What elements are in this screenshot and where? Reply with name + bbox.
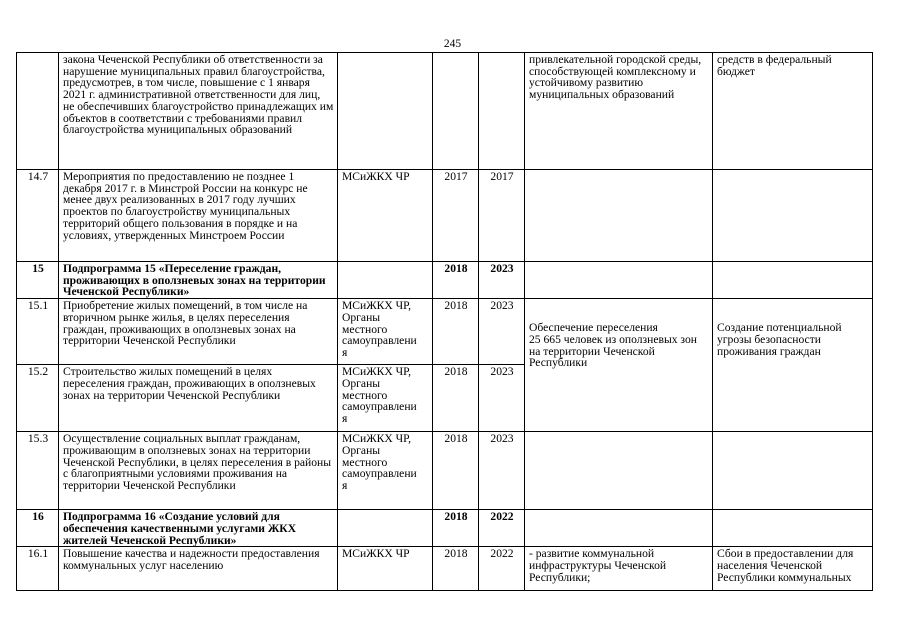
activity-text: закона Чеченской Республики об ответственности за нарушение муниципальных правил благоустройства, предусмотрев, в том числе, повышение с 1 января 2021 г. административной ответственности для лиц, не обеспечивших благоустройство принадлежащих им объектов в соответствии с требованиями правил благоустройства муниципальных образований — [59, 53, 338, 170]
risk-text — [713, 432, 873, 510]
end-year: 2017 — [479, 170, 525, 262]
expected-result: привлекательной городской среды, способствующей комплексному и устойчивому развитию муниципальных образований — [525, 53, 713, 170]
risk-text: средств в федеральный бюджет — [713, 53, 873, 170]
row-number: 15.2 — [17, 365, 59, 432]
end-year: 2023 — [479, 299, 525, 365]
activity-text: Строительство жилых помещений в целях переселения граждан, проживающих в оползневых зонах на территории Чеченской Республики — [59, 365, 338, 432]
end-year: 2023 — [479, 432, 525, 510]
start-year: 2018 — [433, 299, 479, 365]
subprogram-row — [17, 510, 873, 547]
group-risk: Создание потенциальной угрозы безопасности проживания граждан — [717, 321, 842, 358]
executor: МСиЖКХ ЧР, Органы местного самоуправлени я — [338, 365, 433, 432]
risk-text — [713, 299, 873, 432]
table-row — [17, 53, 873, 170]
expected-result: - развитие коммунальной инфраструктуры Чеченской Республики; — [525, 547, 713, 591]
expected-result — [525, 262, 713, 299]
expected-result — [525, 510, 713, 547]
start-year: 2018 — [433, 365, 479, 432]
row-number — [17, 53, 59, 170]
start-year: 2018 — [433, 510, 479, 547]
end-year: 2023 — [479, 262, 525, 299]
risk-text — [713, 510, 873, 547]
end-year: 2023 — [479, 365, 525, 432]
page-number: 245 — [443, 38, 462, 50]
start-year — [433, 53, 479, 170]
expected-result — [525, 432, 713, 510]
activity-text: Осуществление социальных выплат гражданам, проживающим в оползневых зонах на территории Чеченской Республики, в целях переселения в районы с благоприятными условиями проживания на территории Чеченской Республики — [59, 432, 338, 510]
start-year: 2018 — [433, 432, 479, 510]
row-number: 15.3 — [17, 432, 59, 510]
program-table — [16, 52, 873, 591]
start-year: 2018 — [433, 262, 479, 299]
executor: МСиЖКХ ЧР — [338, 170, 433, 262]
expected-result — [525, 170, 713, 262]
executor — [338, 262, 433, 299]
row-number: 14.7 — [17, 170, 59, 262]
start-year: 2017 — [433, 170, 479, 262]
end-year: 2022 — [479, 547, 525, 591]
risk-text — [713, 170, 873, 262]
risk-text — [713, 262, 873, 299]
table-row — [17, 432, 873, 510]
table-row — [17, 170, 873, 262]
subprogram-row — [17, 262, 873, 299]
executor: МСиЖКХ ЧР — [338, 547, 433, 591]
activity-text: Мероприятия по предоставлению не позднее 1 декабря 2017 г. в Минстрой России на конкурс не менее двух реализованных в 2017 году лучших проектов по благоустройству муниципальных территорий общего пользования в порядке и на условиях, утвержденных Минстроем России — [59, 170, 338, 262]
activity-text: Приобретение жилых помещений, в том числе на вторичном рынке жилья, в целях переселения граждан, проживающих в оползневых зонах на территории Чеченской Республики — [59, 299, 338, 365]
table-row — [17, 547, 873, 591]
group-result: Обеспечение переселения 25 665 человек из оползневых зон на территории Чеченской Республики — [529, 321, 697, 370]
expected-result — [525, 299, 713, 432]
executor: МСиЖКХ ЧР, Органы местного самоуправлени я — [338, 299, 433, 365]
row-number: 15 — [17, 262, 59, 299]
row-number: 16 — [17, 510, 59, 547]
end-year — [479, 53, 525, 170]
executor — [338, 510, 433, 547]
executor — [338, 53, 433, 170]
row-number: 15.1 — [17, 299, 59, 365]
activity-text: Повышение качества и надежности предоставления коммунальных услуг населению — [59, 547, 338, 591]
risk-text: Сбои в предоставлении для населения Чеченской Республики коммунальных — [713, 547, 873, 591]
table-row — [17, 299, 873, 365]
subprogram-title: Подпрограмма 16 «Создание условий для обеспечения качественными услугами ЖКХ жителей Чеченской Республики» — [59, 510, 338, 547]
subprogram-title: Подпрограмма 15 «Переселение граждан, проживающих в оползневых зонах на территории Чеченской Республики» — [59, 262, 338, 299]
start-year: 2018 — [433, 547, 479, 591]
row-number: 16.1 — [17, 547, 59, 591]
end-year: 2022 — [479, 510, 525, 547]
executor: МСиЖКХ ЧР, Органы местного самоуправлени я — [338, 432, 433, 510]
